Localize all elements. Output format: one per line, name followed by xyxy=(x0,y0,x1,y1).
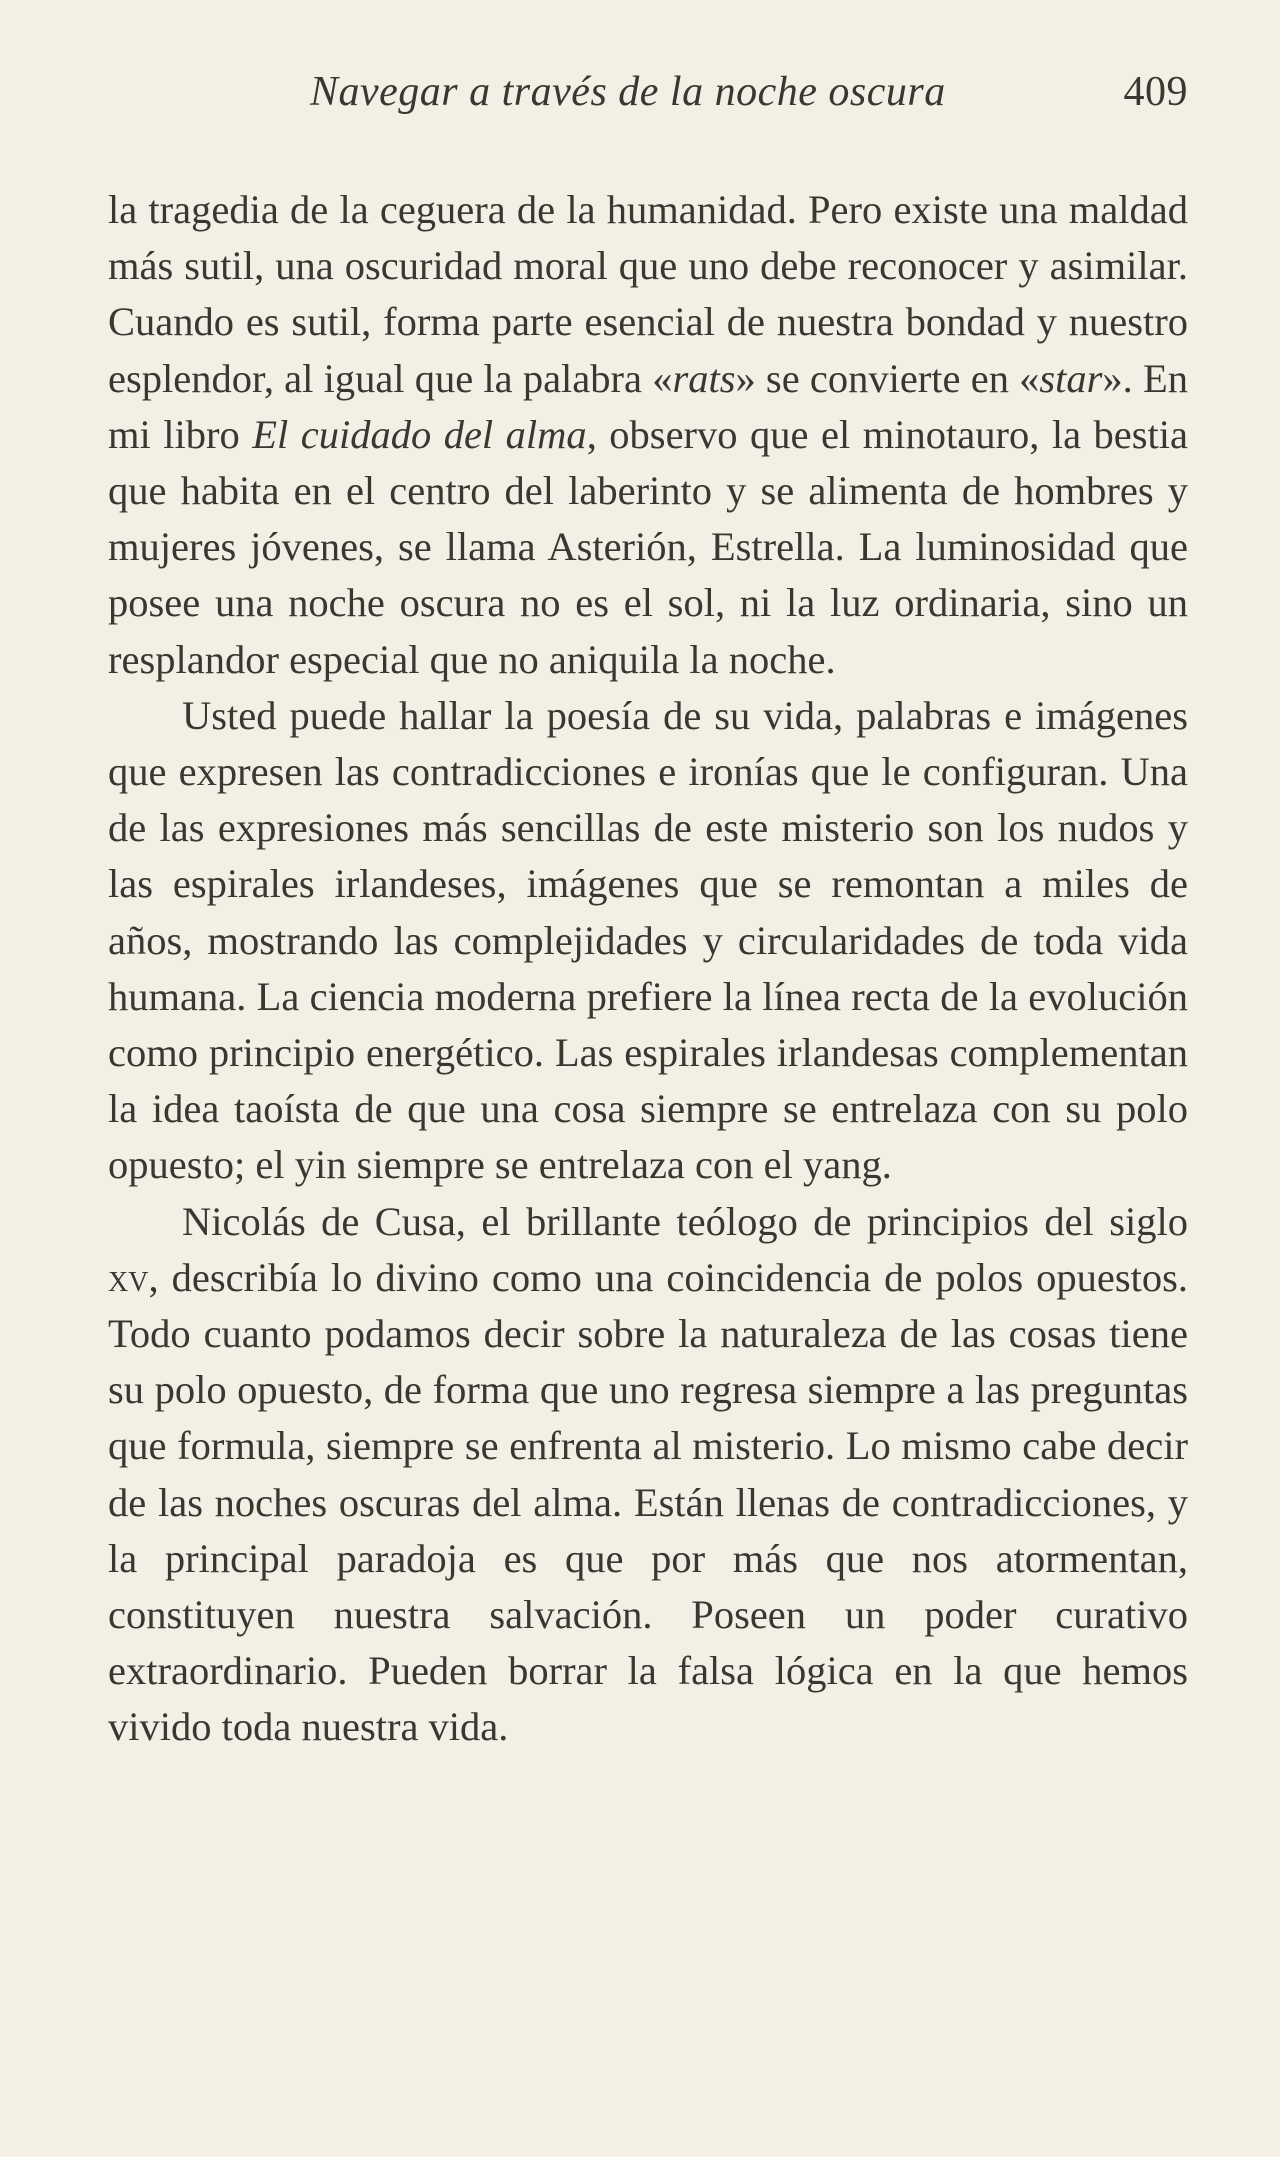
paragraph-1-text-3: ». En mi libro xyxy=(108,355,1188,457)
page-number: 409 xyxy=(1123,69,1188,115)
paragraph-3-text-2: , describía lo divino como una coincidencia de polos opuestos. Todo cuanto podamos decir sobre la naturaleza de las cosas tiene su polo opuesto, de forma que uno regresa siempre a las preguntas que formula, siempre se enfrenta al misterio. Lo mismo cabe decir de las noches oscuras del alma. Están llenas de contradicciones, y la principal paradoja es que por más que nos atormentan, constituyen nuestra salvación. Poseen un poder curativo extraordinario. Pueden borrar la falsa lógica en la que hemos vivido toda nuestra vida. xyxy=(108,1254,1188,1750)
paragraph-1-text-2: » se convierte en « xyxy=(735,355,1040,401)
running-title: Navegar a través de la noche oscura xyxy=(310,69,946,115)
paragraph-1-text-4: , observo que el minotauro, la bestia que habita en el centro del laberinto y se alimenta de hombres y mujeres jóvenes, se llama Asterión, Estrella. La luminosidad que posee una noche oscura no es el sol, ni la luz ordinaria, sino un resplandor especial que no aniquila la noche. xyxy=(108,411,1189,682)
century-small-caps: xv xyxy=(108,1254,149,1300)
italic-word-rats: rats xyxy=(672,355,736,401)
body-text xyxy=(108,182,1188,1756)
italic-book-title: El cuidado del alma xyxy=(252,411,587,457)
running-header xyxy=(108,62,1188,122)
italic-word-star: star xyxy=(1039,355,1103,401)
paragraph-3 xyxy=(108,1194,1188,1756)
paragraph-1-text-1: la tragedia de la ceguera de la humanidad. Pero existe una maldad más sutil, una oscuridad moral que uno debe reconocer y asimilar. Cuando es sutil, forma parte esencial de nuestra bondad y nuestro esplendor, al igual que la palabra « xyxy=(108,187,1188,401)
paragraph-1 xyxy=(108,182,1188,688)
paragraph-2: Usted puede hallar la poesía de su vida, palabras e imágenes que expresen las contradicciones e ironías que le configuran. Una de las expresiones más sencillas de este misterio son los nudos y las espirales irlandeses, imágenes que se remontan a miles de años, mostrando las complejidades y circularidades de toda vida humana. La ciencia moderna prefiere la línea recta de la evolución como principio energético. Las espirales irlandesas complementan la idea taoísta de que una cosa siempre se entrelaza con su polo opuesto; el yin siempre se entrelaza con el yang. xyxy=(108,692,1188,1188)
paragraph-3-text-1: Nicolás de Cusa, el brillante teólogo de principios del siglo xyxy=(182,1198,1188,1244)
